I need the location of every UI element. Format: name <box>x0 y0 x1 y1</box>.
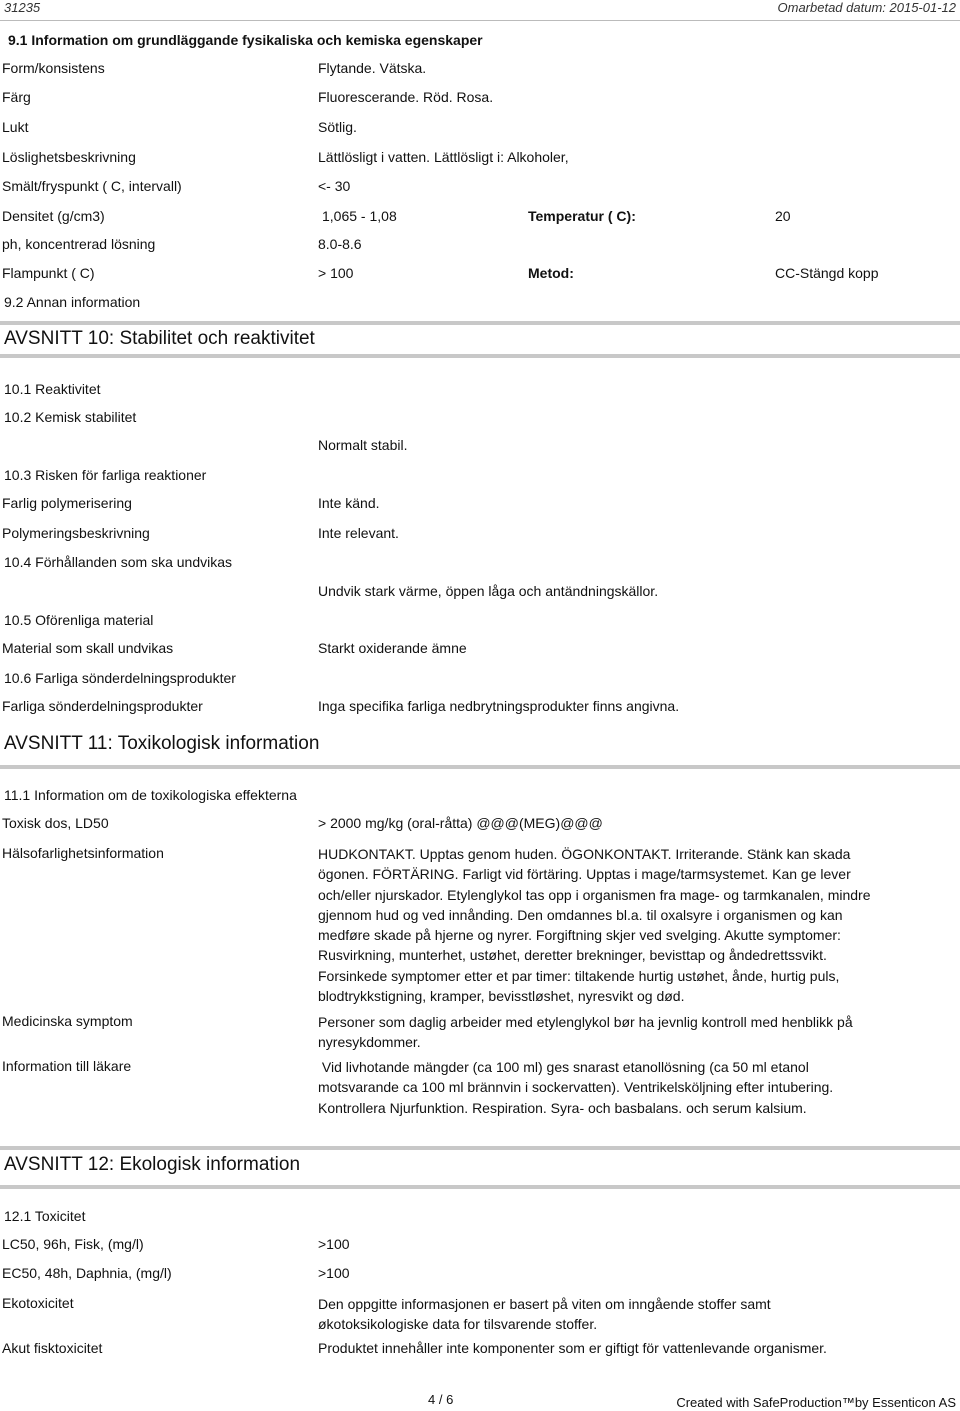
decomposition-label: Farliga sönderdelningsprodukter <box>2 698 203 714</box>
page-number: 4 / 6 <box>428 1392 454 1407</box>
prop-label-density: Densitet (g/cm3) <box>2 208 105 224</box>
prop-label-color: Färg <box>2 89 31 105</box>
toxicity-heading: 12.1 Toxicitet <box>4 1208 86 1224</box>
section-12-title: AVSNITT 12: Ekologisk information <box>4 1154 301 1175</box>
section-9-2-heading: 9.2 Annan information <box>4 294 141 310</box>
prop-value-density: 1,065 - 1,08 <box>322 208 397 224</box>
medical-symptoms-label: Medicinska symptom <box>2 1013 133 1029</box>
prop-value-form: Flytande. Vätska. <box>318 60 427 76</box>
revision-date: Omarbetad datum: 2015-01-12 <box>777 0 956 15</box>
prop-label-form: Form/konsistens <box>2 60 105 76</box>
medical-symptoms-value: Personer som daglig arbeider med etylenglykol bør ha jevnlig kontroll med henblikk på nyresykdommer. <box>318 1014 853 1051</box>
lc50-label: LC50, 96h, Fisk, (mg/l) <box>2 1236 144 1252</box>
prop-value-method: CC-Stängd kopp <box>775 265 879 281</box>
prop-label-solubility: Löslighetsbeskrivning <box>2 149 136 165</box>
decomposition-heading: 10.6 Farliga sönderdelningsprodukter <box>4 670 236 686</box>
health-value: HUDKONTAKT. Upptas genom huden. ÖGONKONTAKT. Irriterande. Stänk kan skada ögonen. FÖRTÄRING. Farligt vid förtäring. Upptas i mage/tarmsystemet. Kan ge lever och/eller njurskador. Etylenglykol tas opp i organismen fra mage- og tarmkanalen, mindre gjennom hud og ved innånding. Den omdannes bl.a. til oxalsyre i organismen og kan medføre skade på hjerne og nyrer. Forgiftning skjer ved svelging. Akutte symptomer: Rusvirkning, munterhet, ustøhet, deretter brekninger, bevisttap og åndedrettssvikt. Forsinkede symptomer etter et par timer: tiltakende hurtig ustøhet, ånde, hurtig puls, blodtrykkstigning, kramper, bevisstløshet, nyresvikt og død. <box>318 846 871 1005</box>
prop-label-odor: Lukt <box>2 119 29 135</box>
toxicology-heading: 11.1 Information om de toxikologiska effekterna <box>4 787 297 803</box>
ec50-value: >100 <box>318 1265 350 1281</box>
decomposition-value: Inga specifika farliga nedbrytningsprodukter finns angivna. <box>318 698 680 714</box>
header-divider <box>0 20 960 21</box>
created-with: Created with SafeProduction™by Essenticon AS <box>676 1395 956 1410</box>
section-10-top-bar <box>0 321 960 325</box>
section-12-top-bar <box>0 1146 960 1150</box>
prop-label-method: Metod: <box>528 265 574 281</box>
fish-toxicity-value: Produktet innehåller inte komponenter som er giftigt för vattenlevande organismer. <box>318 1340 827 1356</box>
conditions-value: Undvik stark värme, öppen låga och antändningskällor. <box>318 583 659 599</box>
prop-label-temperature: Temperatur ( C): <box>528 208 636 224</box>
ld50-value: > 2000 mg/kg (oral-råtta) @@@(MEG)@@@ <box>318 815 603 831</box>
document-number: 31235 <box>4 0 41 15</box>
stability-value: Normalt stabil. <box>318 437 408 453</box>
stability-heading: 10.2 Kemisk stabilitet <box>4 409 137 425</box>
section-11-bottom-bar <box>0 765 960 769</box>
incompatible-value: Starkt oxiderande ämne <box>318 640 467 656</box>
prop-label-ph: ph, koncentrerad lösning <box>2 236 156 252</box>
polymerization-desc-label: Polymeringsbeskrivning <box>2 525 150 541</box>
lc50-value: >100 <box>318 1236 350 1252</box>
ecotoxicity-label: Ekotoxicitet <box>2 1295 74 1311</box>
reactivity-heading: 10.1 Reaktivitet <box>4 381 101 397</box>
prop-value-ph: 8.0-8.6 <box>318 236 362 252</box>
prop-value-melting: <- 30 <box>318 178 351 194</box>
polymerization-desc-value: Inte relevant. <box>318 525 399 541</box>
prop-label-flashpoint: Flampunkt ( C) <box>2 265 95 281</box>
section-10-title: AVSNITT 10: Stabilitet och reaktivitet <box>4 328 315 349</box>
prop-value-odor: Sötlig. <box>318 119 357 135</box>
prop-label-melting: Smält/fryspunkt ( C, intervall) <box>2 178 182 194</box>
fish-toxicity-label: Akut fisktoxicitet <box>2 1340 103 1356</box>
ld50-label: Toxisk dos, LD50 <box>2 815 109 831</box>
incompatible-heading: 10.5 Oförenliga material <box>4 612 154 628</box>
ec50-label: EC50, 48h, Daphnia, (mg/l) <box>2 1265 172 1281</box>
polymerization-value: Inte känd. <box>318 495 380 511</box>
prop-value-flashpoint: > 100 <box>318 265 354 281</box>
conditions-heading: 10.4 Förhållanden som ska undvikas <box>4 554 233 570</box>
health-label: Hälsofarlighetsinformation <box>2 845 164 861</box>
section-10-bottom-bar <box>0 354 960 358</box>
prop-value-color: Fluorescerande. Röd. Rosa. <box>318 89 494 105</box>
ecotoxicity-value: Den oppgitte informasjonen er basert på viten om inngående stoffer samt økotoksikologiske data for tilsvarende stoffer. <box>318 1296 771 1333</box>
prop-value-solubility: Lättlösligt i vatten. Lättlösligt i: Alkoholer, <box>318 149 569 165</box>
section-9-1-heading: 9.1 Information om grundläggande fysikaliska och kemiska egenskaper <box>8 32 483 48</box>
incompatible-label: Material som skall undvikas <box>2 640 174 656</box>
prop-value-temperature: 20 <box>775 208 791 224</box>
physician-info-label: Information till läkare <box>2 1058 132 1074</box>
physician-info-value: Vid livhotande mängder (ca 100 ml) ges snarast etanollösning (ca 50 ml etanol motsvarande ca 100 ml brännvin i sockervatten). Ventrikelsköljning efter intubering. Kontrollera Njurfunktion. Respiration. Syra- och basbalans. och serum kalsium. <box>318 1059 838 1116</box>
polymerization-label: Farlig polymerisering <box>2 495 132 511</box>
section-11-title: AVSNITT 11: Toxikologisk information <box>4 733 320 754</box>
hazardous-reactions-heading: 10.3 Risken för farliga reaktioner <box>4 467 207 483</box>
section-12-bottom-bar <box>0 1185 960 1189</box>
